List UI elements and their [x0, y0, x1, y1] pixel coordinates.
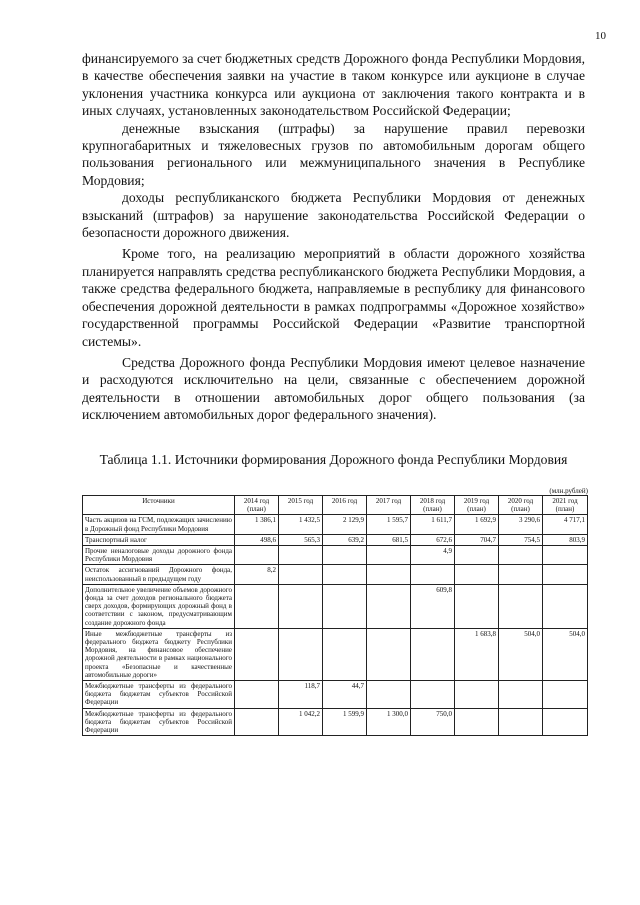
cell-value: 4 717,1	[543, 515, 588, 534]
table-row	[83, 546, 588, 565]
cell-value	[279, 628, 323, 680]
cell-value: 8,2	[235, 565, 279, 584]
cell-value	[543, 546, 588, 565]
cell-value	[543, 681, 588, 709]
cell-value: 1 611,7	[411, 515, 455, 534]
paragraph-1: финансируемого за счет бюджетных средств Дорожного фонда Республики Мордовия, в качестве обеспечения заявки на участие в таком конкурсе или аукционе в случае уклонения участника конкурса или аукциона от заключения такого контракта и в иных случаях, установленных законодательством Российской Федерации;	[82, 51, 585, 119]
cell-value: 754,5	[499, 534, 543, 545]
cell-value: 1 042,2	[279, 708, 323, 736]
paragraph-2: денежные взыскания (штрафы) за нарушение правил перевозки крупногабаритных и тяжеловесных грузов по автомобильным дорогам общего пользования регионального или межмуниципального значения в Республике Мордовия;	[82, 120, 585, 188]
row-label: Межбюджетные трансферты из федерального бюджета бюджетам субъектов Российской Федерации	[83, 681, 235, 709]
cell-value	[499, 546, 543, 565]
cell-value	[499, 584, 543, 628]
table-row	[83, 628, 588, 680]
row-label: Остаток ассигнований Дорожного фонда, неиспользованный в предыдущем году	[83, 565, 235, 584]
cell-value	[543, 584, 588, 628]
header-2021: 2021 год (план)	[543, 496, 588, 515]
row-label: Транспортный налог	[83, 534, 235, 545]
cell-value: 1 432,5	[279, 515, 323, 534]
paragraph-5: Средства Дорожного фонда Республики Мордовия имеют целевое назначение и расходуются исключительно на цели, связанные с обеспечением дорожной деятельности в отношении автомобильных дорог общего пользования (за исключением автомобильных дорог федерального значения).	[82, 354, 585, 423]
table-row	[83, 584, 588, 628]
header-2016: 2016 год	[323, 496, 367, 515]
cell-value: 498,6	[235, 534, 279, 545]
header-2015: 2015 год	[279, 496, 323, 515]
cell-value	[323, 546, 367, 565]
header-2020: 2020 год (план)	[499, 496, 543, 515]
cell-value: 565,3	[279, 534, 323, 545]
cell-value	[323, 628, 367, 680]
cell-value	[543, 708, 588, 736]
cell-value	[235, 681, 279, 709]
table-row	[83, 708, 588, 736]
cell-value: 672,6	[411, 534, 455, 545]
cell-value	[455, 708, 499, 736]
cell-value: 2 129,9	[323, 515, 367, 534]
cell-value	[235, 628, 279, 680]
funding-sources-table	[82, 495, 588, 736]
cell-value: 1 683,8	[455, 628, 499, 680]
cell-value	[323, 565, 367, 584]
cell-value	[235, 708, 279, 736]
cell-value: 504,0	[499, 628, 543, 680]
header-2017: 2017 год	[367, 496, 411, 515]
cell-value	[455, 546, 499, 565]
table-row	[83, 681, 588, 709]
cell-value	[367, 584, 411, 628]
cell-value	[367, 628, 411, 680]
cell-value: 681,5	[367, 534, 411, 545]
cell-value	[411, 681, 455, 709]
row-label: Дополнительное увеличение объемов дорожного фонда за счет доходов регионального бюджета сверх доходов, формирующих дорожный фонд в соответствии с законом, предусматривающим создание дорожного фонда	[83, 584, 235, 628]
cell-value	[499, 708, 543, 736]
cell-value: 750,0	[411, 708, 455, 736]
cell-value: 1 595,7	[367, 515, 411, 534]
cell-value	[367, 546, 411, 565]
cell-value: 803,9	[543, 534, 588, 545]
cell-value	[543, 565, 588, 584]
cell-value	[499, 681, 543, 709]
cell-value: 609,8	[411, 584, 455, 628]
cell-value: 44,7	[323, 681, 367, 709]
cell-value	[367, 565, 411, 584]
body-text	[82, 50, 585, 424]
paragraph-3: доходы республиканского бюджета Республики Мордовия от денежных взысканий (штрафов) за нарушение законодательства Российской Федерации о безопасности дорожного движения.	[82, 190, 585, 241]
cell-value: 118,7	[279, 681, 323, 709]
cell-value: 639,2	[323, 534, 367, 545]
row-label: Иные межбюджетные трансферты из федерального бюджета бюджету Республики Мордовия, на финансовое обеспечение дорожной деятельности в рамках национального проекта «Безопасные и качественные автомобильные дороги»	[83, 628, 235, 680]
cell-value	[235, 584, 279, 628]
cell-value	[455, 584, 499, 628]
row-label: Часть акцизов на ГСМ, подлежащих зачислению в Дорожный фонд Республики Мордовия	[83, 515, 235, 534]
header-sources: Источники	[83, 496, 235, 515]
cell-value	[279, 546, 323, 565]
cell-value: 1 599,9	[323, 708, 367, 736]
header-2018: 2018 год (план)	[411, 496, 455, 515]
cell-value: 504,0	[543, 628, 588, 680]
cell-value	[411, 565, 455, 584]
table-caption: Таблица 1.1. Источники формирования Дорожного фонда Республики Мордовия	[99, 452, 568, 467]
table-row	[83, 515, 588, 534]
cell-value: 1 692,9	[455, 515, 499, 534]
row-label: Прочие неналоговые доходы дорожного фонда Республики Мордовия	[83, 546, 235, 565]
cell-value	[455, 681, 499, 709]
table-header-row	[83, 496, 588, 515]
header-2019: 2019 год (план)	[455, 496, 499, 515]
page-number: 10	[595, 30, 606, 42]
cell-value	[455, 565, 499, 584]
table-row	[83, 534, 588, 545]
cell-value: 4,9	[411, 546, 455, 565]
paragraph-4: Кроме того, на реализацию мероприятий в области дорожного хозяйства планируется направлять средства республиканского бюджета Республики Мордовия, а также средства федерального бюджета, направляемые в республику для финансового обеспечения дорожной деятельности в рамках подпрограммы «Дорожное хозяйство» государственной программы Российской Федерации «Развитие транспортной системы».	[82, 246, 585, 349]
cell-value: 1 300,0	[367, 708, 411, 736]
cell-value	[323, 584, 367, 628]
cell-value: 1 386,1	[235, 515, 279, 534]
cell-value: 3 290,6	[499, 515, 543, 534]
cell-value	[411, 628, 455, 680]
cell-value	[279, 584, 323, 628]
cell-value	[279, 565, 323, 584]
row-label: Межбюджетные трансферты из федерального бюджета бюджетам субъектов Российской Федерации	[83, 708, 235, 736]
header-2014: 2014 год (план)	[235, 496, 279, 515]
table-row	[83, 565, 588, 584]
cell-value	[499, 565, 543, 584]
table-units: (млн.рублей)	[549, 487, 588, 495]
cell-value	[367, 681, 411, 709]
cell-value	[235, 546, 279, 565]
cell-value: 704,7	[455, 534, 499, 545]
